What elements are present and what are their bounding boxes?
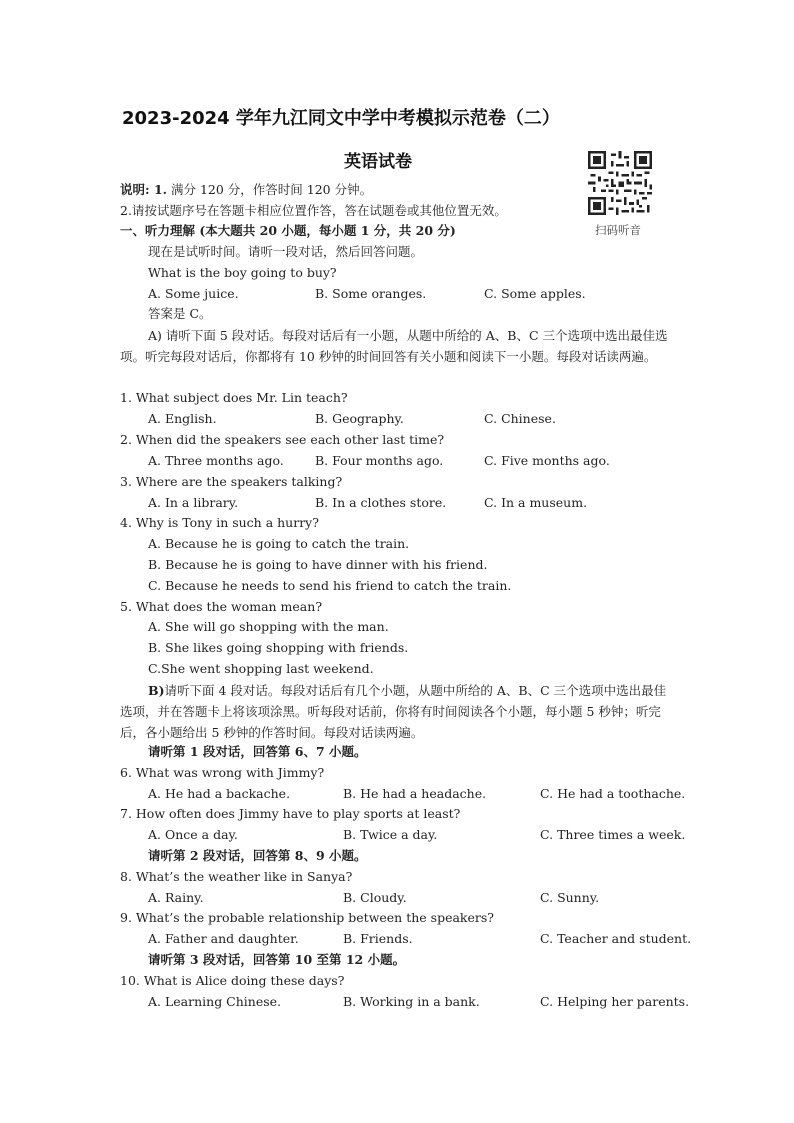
q5-option-c: C.She went shopping last weekend. [148, 661, 374, 676]
question-4: 4. Why is Tony in such a hurry? [120, 515, 319, 530]
q9-option-c: C. Teacher and student. [540, 931, 692, 946]
q6-option-c: C. He had a toothache. [540, 786, 686, 801]
part-b-instructions-text: 请听下面 4 段对话。每段对话后有几个小题，从题中所给的 A、B、C 三个选项中选出最佳选项，并在答题卡上将该项涂黑。听每段对话前，你将有时间阅读各个小题，每小题 5 秒钟；听完后，各小题给出 5 秒钟的作答时间。每段对话读两遍。 [120, 683, 667, 740]
q7-option-c: C. Three times a week. [540, 827, 686, 842]
question-9: 9. What’s the probable relationship between the speakers? [120, 910, 494, 925]
dialogue-1-heading: 请听第 1 段对话，回答第 6、7 小题。 [148, 744, 367, 759]
q7-option-a: A. Once a day. [148, 827, 238, 842]
q10-option-b: B. Working in a bank. [343, 994, 480, 1009]
instructions-line-1 [120, 182, 372, 198]
question-8: 8. What’s the weather like in Sanya? [120, 869, 353, 884]
q2-option-c: C. Five months ago. [484, 453, 610, 468]
q10-option-c: C. Helping her parents. [540, 994, 690, 1009]
q4-option-c: C. Because he needs to send his friend to catch the train. [148, 578, 512, 593]
instructions-label: 说明: 1. [120, 182, 168, 197]
exam-title: 2023-2024 学年九江同文中学中考模拟示范卷（二） [122, 108, 560, 129]
q1-option-c: C. Chinese. [484, 411, 556, 426]
subject-title: 英语试卷 [344, 152, 412, 172]
sample-option-b: B. Some oranges. [315, 286, 427, 301]
q6-option-a: A. He had a backache. [148, 786, 291, 801]
question-5: 5. What does the woman mean? [120, 599, 323, 614]
sample-question: What is the boy going to buy? [148, 265, 337, 280]
instructions-line-1-text: 满分 120 分，作答时间 120 分钟。 [167, 182, 373, 197]
section-heading: 一、听力理解 (本大题共 20 小题，每小题 1 分，共 20 分) [120, 223, 456, 238]
q4-option-a: A. Because he is going to catch the train. [148, 536, 410, 551]
qr-caption: 扫码听音 [595, 223, 641, 237]
dialogue-3-heading: 请听第 3 段对话，回答第 10 至第 12 小题。 [148, 952, 406, 967]
question-6: 6. What was wrong with Jimmy? [120, 765, 325, 780]
q6-option-b: B. He had a headache. [343, 786, 487, 801]
q1-option-b: B. Geography. [315, 411, 404, 426]
q5-option-b: B. She likes going shopping with friends. [148, 640, 409, 655]
q5-option-a: A. She will go shopping with the man. [148, 619, 389, 634]
question-10: 10. What is Alice doing these days? [120, 973, 345, 988]
q7-option-b: B. Twice a day. [343, 827, 438, 842]
question-1: 1. What subject does Mr. Lin teach? [120, 390, 348, 405]
q3-option-a: A. In a library. [148, 495, 239, 510]
part-b-label: B) [148, 683, 165, 698]
dialogue-2-heading: 请听第 2 段对话，回答第 8、9 小题。 [148, 848, 367, 863]
q8-option-a: A. Rainy. [148, 890, 204, 905]
q8-option-c: C. Sunny. [540, 890, 600, 905]
q3-option-c: C. In a museum. [484, 495, 588, 510]
question-2: 2. When did the speakers see each other last time? [120, 432, 445, 447]
question-3: 3. Where are the speakers talking? [120, 474, 343, 489]
q2-option-a: A. Three months ago. [148, 453, 284, 468]
qr-code-icon [588, 151, 652, 215]
sample-option-a: A. Some juice. [148, 286, 239, 301]
q9-option-b: B. Friends. [343, 931, 413, 946]
sample-intro: 现在是试听时间。请听一段对话，然后回答问题。 [148, 244, 424, 259]
question-7: 7. How often does Jimmy have to play sports at least? [120, 806, 461, 821]
q8-option-b: B. Cloudy. [343, 890, 407, 905]
q9-option-a: A. Father and daughter. [148, 931, 299, 946]
q1-option-a: A. English. [148, 411, 217, 426]
q10-option-a: A. Learning Chinese. [148, 994, 282, 1009]
sample-option-c: C. Some apples. [484, 286, 586, 301]
q4-option-b: B. Because he is going to have dinner with his friend. [148, 557, 488, 572]
q2-option-b: B. Four months ago. [315, 453, 444, 468]
q3-option-b: B. In a clothes store. [315, 495, 447, 510]
instructions-line-2: 2.请按试题序号在答题卡相应位置作答，答在试题卷或其他位置无效。 [120, 203, 507, 218]
part-b-instructions [120, 680, 676, 743]
sample-answer: 答案是 C。 [148, 306, 212, 321]
part-a-instructions: A) 请听下面 5 段对话。每段对话后有一小题，从题中所给的 A、B、C 三个选项中选出最佳选项。听完每段对话后，你都将有 10 秒钟的时间回答有关小题和阅读下一小题。每段对话读两遍。 [120, 328, 668, 364]
